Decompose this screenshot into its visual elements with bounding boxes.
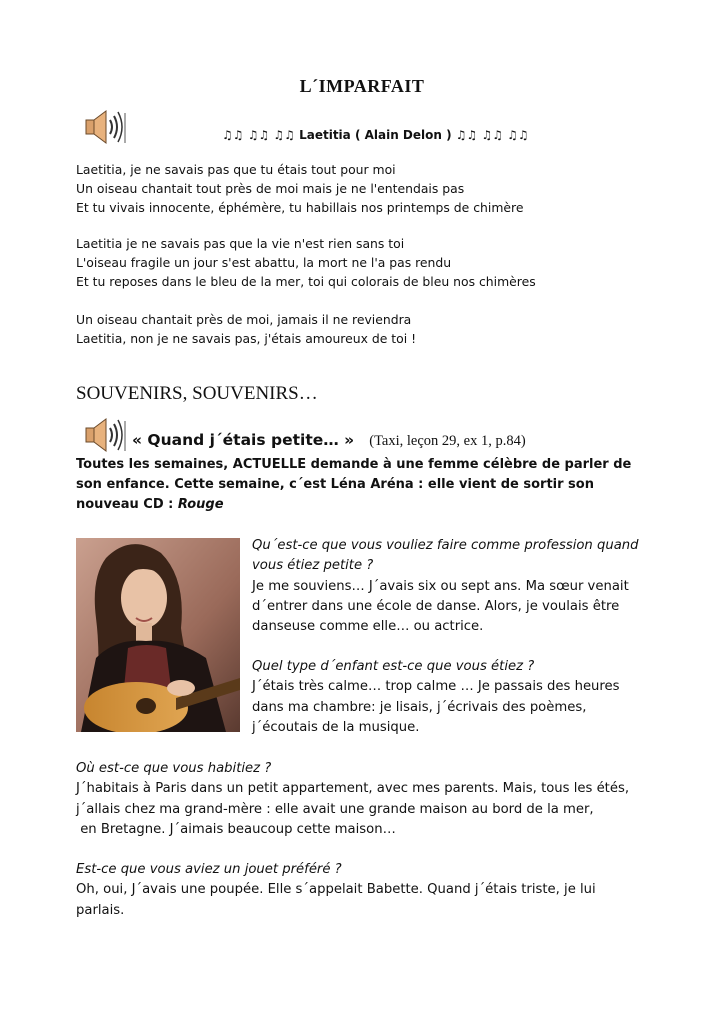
qa-block-2 [252, 657, 620, 738]
answer-line: Je me souviens… J´avais six ou sept ans. Ma sœur venait [252, 578, 629, 594]
verse-line: Laetitia je ne savais pas que la vie n'est rien sans toi [76, 236, 405, 251]
verse-line: Un oiseau chantait près de moi, jamais il ne reviendra [76, 312, 412, 327]
question-line: Qu´est-ce que vous vouliez faire comme profession quand [252, 538, 639, 553]
verse-1 [76, 160, 523, 217]
speaker-icon[interactable] [84, 107, 132, 151]
page-title: L´IMPARFAIT [299, 76, 425, 96]
verse-line: Laetitia, je ne savais pas que tu étais tout pour moi [76, 162, 396, 177]
answer-line: J´étais très calme… trop calme … Je passais des heures [252, 679, 620, 695]
exercise-heading [132, 430, 526, 450]
answer-line: J´habitais à Paris dans un petit appartement, avec mes parents. Mais, tous les étés, [76, 781, 630, 797]
question-line: Où est-ce que vous habitiez ? [76, 761, 272, 776]
answer-line: Oh, oui, J´avais une poupée. Elle s´appelait Babette. Quand j´étais triste, je lui [76, 882, 596, 898]
verse-line: Un oiseau chantait tout près de moi mais je ne l'entendais pas [76, 181, 465, 196]
verse-line: Et tu reposes dans le bleu de la mer, toi qui colorais de bleu nos chimères [76, 274, 536, 289]
verse-line: Et tu vivais innocente, éphémère, tu habillais nos printemps de chimère [76, 200, 524, 215]
intro-cd-label: nouveau CD : [76, 497, 178, 512]
answer-line: parlais. [76, 902, 125, 918]
exercise-reference: (Taxi, leçon 29, ex 1, p.84) [369, 433, 526, 449]
exercise-title: « Quand j´étais petite… » [132, 431, 355, 449]
intro-line: son enfance. Cette semaine, c´est Léna Aréna : elle vient de sortir son [76, 477, 594, 492]
answer-line: j´écoutais de la musique. [252, 719, 420, 735]
qa-block-4 [76, 860, 596, 921]
answer-line: j´allais chez ma grand-mère : elle avait une grande maison au bord de la mer, [76, 801, 594, 817]
question-line: Quel type d´enfant est-ce que vous étiez ? [252, 659, 535, 674]
intro-line [76, 495, 636, 515]
intro-cd-title: Rouge [177, 497, 224, 512]
answer-line: en Bretagne. J´aimais beaucoup cette maison… [76, 821, 396, 837]
verse-3 [76, 310, 416, 348]
song-title: ♫♫ ♫♫ ♫♫ Laetitia ( Alain Delon ) ♫♫ ♫♫ ♫♫ [222, 128, 529, 142]
verse-2 [76, 234, 536, 291]
verse-line: Laetitia, non je ne savais pas, j'étais amoureux de toi ! [76, 331, 417, 346]
answer-line: d´entrer dans une école de danse. Alors, je voulais être [252, 598, 620, 614]
verse-line: L'oiseau fragile un jour s'est abattu, la mort ne l'a pas rendu [76, 255, 452, 270]
qa-block-1 [252, 536, 639, 637]
question-line: Est-ce que vous aviez un jouet préféré ? [76, 862, 342, 877]
intro-paragraph [76, 455, 636, 515]
section-title: SOUVENIRS, SOUVENIRS… [76, 383, 318, 404]
answer-line: dans ma chambre: je lisais, j´écrivais des poèmes, [252, 699, 587, 715]
intro-line: Toutes les semaines, ACTUELLE demande à une femme célèbre de parler de [76, 457, 632, 472]
speaker-icon[interactable] [84, 415, 132, 459]
singer-photo [76, 538, 240, 732]
qa-block-3 [76, 759, 629, 840]
answer-line: danseuse comme elle… ou actrice. [252, 619, 484, 635]
question-line: vous étiez petite ? [252, 558, 374, 574]
